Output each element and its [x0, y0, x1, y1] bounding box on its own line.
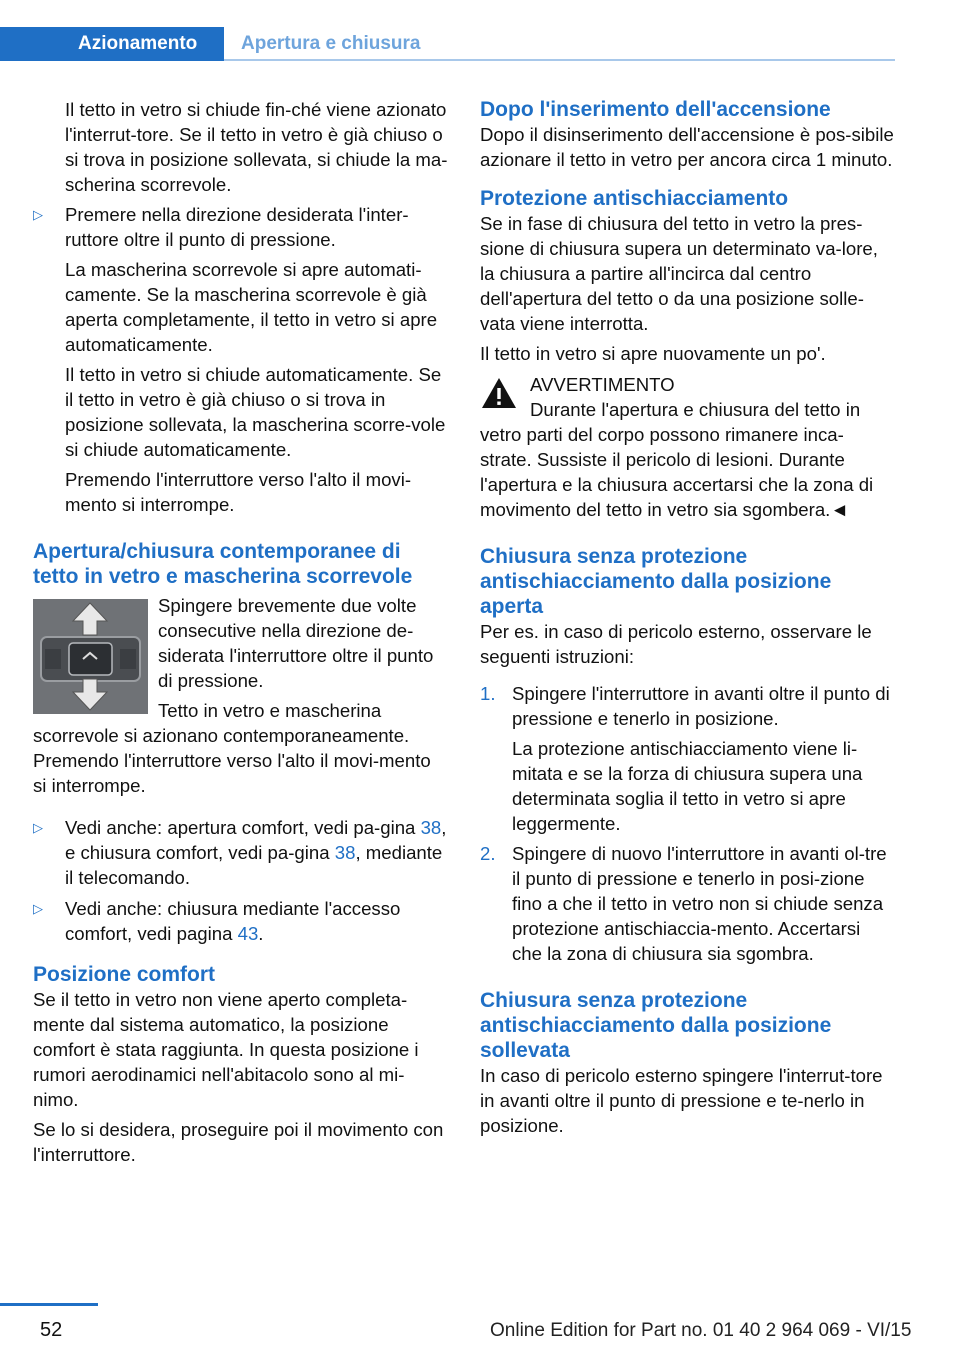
bullet-text: Premere nella direzione desiderata l'inter-ruttore oltre il punto di pressione. [65, 204, 409, 250]
heading-close-raised: Chiusura senza protezione antischiacciamento dalla posizione sollevata [480, 989, 832, 1062]
warning-body: vetro parti del corpo possono rimanere inca-strate. Sussiste il pericolo di lesioni. Durante l'apertura e la chiusura accertarsi che la zona di movimento del tetto in vetro sia sgombera.◄ [480, 424, 874, 520]
bullet-subtext: Premendo l'interruttore verso l'alto il movi-mento si interrompe. [65, 469, 412, 515]
subsection-tab: Apertura e chiusura [241, 33, 421, 54]
triangle-bullet-icon: ▷ [33, 901, 43, 916]
heading-simultaneous: Apertura/chiusura contemporanee di tetto in vetro e mascherina scorrevole [33, 540, 413, 588]
comfort-paragraph: Se lo si desidera, proseguire poi il movimento con l'interruttore. [33, 1119, 444, 1165]
step-number: 1. [480, 683, 496, 704]
heading-close-open: Chiusura senza protezione antischiacciamento dalla posizione aperta [480, 545, 832, 618]
step-text: Spingere di nuovo l'interruttore in avanti ol-tre il punto di pressione e tenerlo in posi-zione fino a che il tetto in vetro non si chiude senza protezione antischiaccia-mento. Accertarsi che la zona di chiusura sia sgombra. [512, 843, 887, 964]
right-column [480, 97, 895, 1143]
figure-paragraph: Tetto in vetro e mascherina scorrevole si azionano contemporaneamente. Premendo l'interruttore verso l'alto il movi-mento si interrompe. [33, 700, 431, 796]
roof-switch-image [33, 599, 148, 714]
ignition-paragraph: Dopo il disinserimento dell'accensione è pos-sibile azionare il tetto in vetro per ancora circa 1 minuto. [480, 124, 894, 170]
bullet-text: Vedi anche: chiusura mediante l'accesso comfort, vedi pagina 43. [65, 898, 401, 944]
heading-comfort: Posizione comfort [33, 963, 216, 986]
triangle-bullet-icon: ▷ [33, 207, 43, 222]
footer-rule [0, 1303, 98, 1306]
page-link[interactable]: 38 [334, 842, 356, 863]
warning-icon [480, 376, 518, 410]
figure-block [33, 593, 448, 803]
comfort-paragraph: Se il tetto in vetro non viene aperto completa-mente dal sistema automatico, la posizione comfort è stata raggiunta. In questa posizione i rumori aerodinamici nell'abitacolo sono al mi-nimo. [33, 989, 419, 1110]
step-text: Spingere l'interruttore in avanti oltre il punto di pressione e tenerlo in posizione. [512, 683, 890, 729]
bullet-text: Vedi anche: apertura comfort, vedi pa-gina 38, e chiusura comfort, vedi pa-gina 38, mediante il telecomando. [65, 817, 447, 888]
bullet-subtext: Il tetto in vetro si chiude automaticamente. Se il tetto in vetro è già chiuso o si trova in posizione sollevata, la mascherina scorre-vole si chiude automaticamente. [65, 364, 446, 460]
page-number: 52 [40, 1319, 63, 1341]
edition-note: Online Edition for Part no. 01 40 2 964 069 - VI/15 [490, 1320, 912, 1341]
warning-title: AVVERTIMENTO [530, 374, 675, 395]
left-column [33, 97, 448, 1172]
pinch-paragraph: Se in fase di chiusura del tetto in vetro la pres-sione di chiusura supera un determinato va-lore, la chiusura a partire all'incirca dal centro dell'apertura del tetto o da una posizione solle-vata viene interrotta. [480, 213, 878, 334]
page-link[interactable]: 43 [237, 923, 259, 944]
section-tab: Azionamento [0, 27, 224, 61]
step-number: 2. [480, 843, 496, 864]
page-header [0, 27, 895, 61]
bullet-item [33, 896, 448, 946]
numbered-step [480, 681, 895, 836]
numbered-step [480, 841, 895, 966]
heading-ignition: Dopo l'inserimento dell'accensione [480, 98, 831, 121]
intro-paragraph: Il tetto in vetro si chiude fin-ché viene azionato l'interrut-tore. Se il tetto in vetro è già chiuso o si trova in posizione sollevata, si chiude la ma-scherina scorrevole. [65, 99, 448, 195]
bullet-subtext: La mascherina scorrevole si apre automati-camente. Se la mascherina scorrevole è già aperta completamente, il tetto in vetro si apre automaticamente. [65, 259, 438, 355]
page-link[interactable]: 38 [420, 817, 442, 838]
figure-paragraph: Spingere brevemente due volte consecutive nella direzione de-siderata l'interruttore oltre il punto di pressione. [158, 595, 434, 691]
warning-block [480, 372, 895, 522]
bullet-item [33, 815, 448, 890]
raised-paragraph: In caso di pericolo esterno spingere l'interrut-tore in avanti oltre il punto di pressione e te-nerlo in posizione. [480, 1065, 883, 1136]
instruction-paragraph: Per es. in caso di pericolo esterno, osservare le seguenti istruzioni: [480, 621, 872, 667]
triangle-bullet-icon: ▷ [33, 820, 43, 835]
warning-lead: Durante l'apertura e chiusura del tetto in [530, 399, 861, 420]
roof-switch-icon [33, 599, 148, 714]
pinch-paragraph: Il tetto in vetro si apre nuovamente un po'. [480, 343, 826, 364]
step-subtext: La protezione antischiacciamento viene li-mitata e se la forza di chiusura supera una determinata soglia il tetto in vetro si apre leggermente. [512, 738, 863, 834]
heading-pinch-protection: Protezione antischiacciamento [480, 187, 789, 210]
header-rule [224, 59, 895, 61]
bullet-item [33, 202, 448, 517]
